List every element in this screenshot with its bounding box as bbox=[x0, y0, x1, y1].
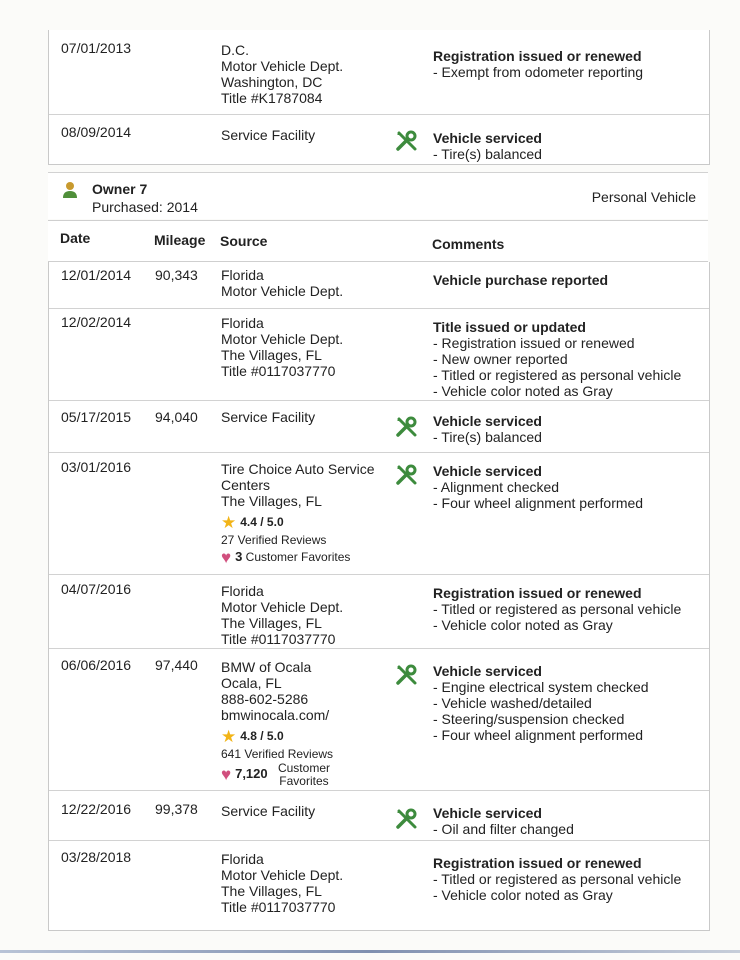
source-line: The Villages, FL bbox=[221, 615, 322, 631]
column-date: Date bbox=[60, 230, 91, 246]
record-date: 12/01/2014 bbox=[61, 267, 132, 283]
comment-title: Title issued or updated bbox=[433, 319, 586, 335]
record-date: 04/07/2016 bbox=[61, 581, 132, 597]
record-mileage: 99,378 bbox=[155, 801, 198, 817]
source-line: Florida bbox=[221, 267, 264, 283]
record-date: 05/17/2015 bbox=[61, 409, 132, 425]
history-record bbox=[49, 114, 709, 165]
table-header bbox=[48, 220, 708, 262]
record-date: 12/02/2014 bbox=[61, 314, 132, 330]
source-line[interactable]: 888-602-5286 bbox=[221, 691, 309, 707]
tools-icon bbox=[395, 129, 419, 153]
tools-icon bbox=[395, 807, 419, 831]
comment-detail: - Titled or registered as personal vehicle bbox=[433, 367, 682, 383]
comment-detail: - Tire(s) balanced bbox=[433, 146, 542, 162]
favorites bbox=[221, 762, 391, 788]
record-date: 12/22/2016 bbox=[61, 801, 132, 817]
history-record bbox=[49, 574, 709, 649]
person-icon bbox=[62, 181, 78, 199]
favorites-count: 7,120 bbox=[235, 766, 268, 782]
owner-purchased: Purchased: 2014 bbox=[92, 199, 198, 215]
favorites-count: 3 bbox=[235, 549, 243, 564]
comment-detail: - Alignment checked bbox=[433, 479, 560, 495]
reviews-link[interactable]: 27 Verified Reviews bbox=[221, 533, 327, 547]
star-icon: ★ bbox=[221, 727, 237, 746]
source-line: Motor Vehicle Dept. bbox=[221, 283, 344, 299]
record-source bbox=[221, 583, 391, 647]
record-source bbox=[221, 659, 391, 788]
source-line: Title #0117037770 bbox=[221, 363, 336, 379]
source-line: The Villages, FL bbox=[221, 347, 322, 363]
record-comments bbox=[433, 663, 703, 743]
source-line: Motor Vehicle Dept. bbox=[221, 58, 344, 74]
source-line: Centers bbox=[221, 477, 271, 493]
comment-detail: - Titled or registered as personal vehicle bbox=[433, 601, 682, 617]
comment-detail: - Four wheel alignment performed bbox=[433, 495, 644, 511]
history-record bbox=[49, 840, 709, 931]
tools-icon bbox=[395, 415, 419, 439]
record-source bbox=[221, 315, 391, 379]
source-line: D.C. bbox=[221, 42, 249, 58]
comment-detail: - Titled or registered as personal vehicle bbox=[433, 871, 682, 887]
history-record bbox=[49, 262, 709, 308]
source-line: The Villages, FL bbox=[221, 493, 322, 509]
column-comments: Comments bbox=[432, 236, 505, 252]
rating bbox=[221, 727, 391, 745]
comment-title: Registration issued or renewed bbox=[433, 855, 642, 871]
record-comments bbox=[433, 463, 703, 511]
comment-title: Vehicle serviced bbox=[433, 663, 542, 679]
dealer-website-link[interactable]: bmwinocala.com/ bbox=[221, 707, 330, 723]
record-source bbox=[221, 409, 391, 425]
record-mileage: 94,040 bbox=[155, 409, 198, 425]
source-line: Washington, DC bbox=[221, 74, 323, 90]
favorites-label: Customer Favorites bbox=[245, 550, 351, 564]
comment-detail: - New owner reported bbox=[433, 351, 568, 367]
record-mileage: 90,343 bbox=[155, 267, 198, 283]
comment-title: Vehicle serviced bbox=[433, 463, 542, 479]
comment-title: Vehicle purchase reported bbox=[433, 272, 609, 288]
tools-icon bbox=[395, 663, 419, 687]
source-line: Service Facility bbox=[221, 409, 316, 425]
reviews-link[interactable]: 641 Verified Reviews bbox=[221, 747, 334, 761]
comment-title: Vehicle serviced bbox=[433, 805, 542, 821]
favorites-label: Customer Favorites bbox=[277, 761, 330, 788]
column-source: Source bbox=[220, 233, 268, 249]
tools-icon bbox=[395, 463, 419, 487]
comment-title: Registration issued or renewed bbox=[433, 585, 642, 601]
history-record bbox=[49, 452, 709, 575]
heart-icon: ♥ bbox=[221, 548, 232, 567]
record-source bbox=[221, 851, 391, 915]
record-date: 08/09/2014 bbox=[61, 124, 132, 140]
record-date: 03/01/2016 bbox=[61, 459, 132, 475]
source-line: Title #K1787084 bbox=[221, 90, 323, 106]
history-record bbox=[49, 400, 709, 453]
owner-7-records bbox=[48, 262, 710, 931]
comment-detail: - Vehicle color noted as Gray bbox=[433, 887, 613, 903]
heart-icon: ♥ bbox=[221, 765, 232, 785]
record-comments bbox=[433, 413, 703, 445]
comment-detail: - Registration issued or renewed bbox=[433, 335, 635, 351]
comment-detail: - Vehicle color noted as Gray bbox=[433, 383, 613, 399]
source-line: Florida bbox=[221, 851, 264, 867]
record-source bbox=[221, 803, 391, 819]
record-source bbox=[221, 42, 391, 106]
comment-detail: - Four wheel alignment performed bbox=[433, 727, 644, 743]
record-comments bbox=[433, 130, 703, 162]
history-record bbox=[49, 790, 709, 841]
star-icon: ★ bbox=[221, 513, 237, 532]
source-line: Motor Vehicle Dept. bbox=[221, 331, 344, 347]
record-source bbox=[221, 267, 391, 299]
source-line: Title #0117037770 bbox=[221, 631, 336, 647]
source-line: Service Facility bbox=[221, 127, 316, 143]
record-comments bbox=[433, 805, 703, 837]
comment-detail: - Vehicle color noted as Gray bbox=[433, 617, 613, 633]
record-date: 07/01/2013 bbox=[61, 40, 132, 56]
source-line: Ocala, FL bbox=[221, 675, 282, 691]
record-date: 03/28/2018 bbox=[61, 849, 132, 865]
source-line: Service Facility bbox=[221, 803, 316, 819]
comment-title: Registration issued or renewed bbox=[433, 48, 642, 64]
page-edge bbox=[0, 950, 740, 953]
comment-detail: - Tire(s) balanced bbox=[433, 429, 542, 445]
source-line: Florida bbox=[221, 583, 264, 599]
comment-detail: - Vehicle washed/detailed bbox=[433, 695, 592, 711]
history-record bbox=[49, 648, 709, 791]
vehicle-type: Personal Vehicle bbox=[591, 189, 696, 205]
favorites bbox=[221, 550, 391, 565]
column-mileage: Mileage bbox=[154, 232, 206, 248]
source-line: Motor Vehicle Dept. bbox=[221, 867, 344, 883]
comment-detail: - Exempt from odometer reporting bbox=[433, 64, 644, 80]
owner-header bbox=[48, 172, 708, 219]
history-record bbox=[49, 308, 709, 401]
record-comments bbox=[433, 272, 703, 288]
record-mileage: 97,440 bbox=[155, 657, 198, 673]
comment-detail: - Oil and filter changed bbox=[433, 821, 574, 837]
comment-detail: - Engine electrical system checked bbox=[433, 679, 649, 695]
source-line: Florida bbox=[221, 315, 264, 331]
record-comments bbox=[433, 855, 703, 903]
source-line: Motor Vehicle Dept. bbox=[221, 599, 344, 615]
record-comments bbox=[433, 585, 703, 633]
comment-title: Vehicle serviced bbox=[433, 130, 542, 146]
source-line: Tire Choice Auto Service bbox=[221, 461, 375, 477]
source-line: BMW of Ocala bbox=[221, 659, 312, 675]
record-date: 06/06/2016 bbox=[61, 657, 132, 673]
source-line: Title #0117037770 bbox=[221, 899, 336, 915]
history-record bbox=[49, 30, 709, 112]
record-comments bbox=[433, 48, 703, 80]
previous-owner-panel bbox=[48, 30, 710, 165]
record-comments bbox=[433, 319, 703, 399]
comment-detail: - Steering/suspension checked bbox=[433, 711, 625, 727]
rating-value: 4.4 / 5.0 bbox=[240, 515, 284, 529]
rating-value: 4.8 / 5.0 bbox=[240, 729, 284, 743]
rating bbox=[221, 513, 391, 531]
record-source bbox=[221, 127, 391, 143]
comment-title: Vehicle serviced bbox=[433, 413, 542, 429]
source-line: The Villages, FL bbox=[221, 883, 322, 899]
record-source bbox=[221, 461, 391, 565]
owner-name: Owner 7 bbox=[92, 181, 148, 197]
